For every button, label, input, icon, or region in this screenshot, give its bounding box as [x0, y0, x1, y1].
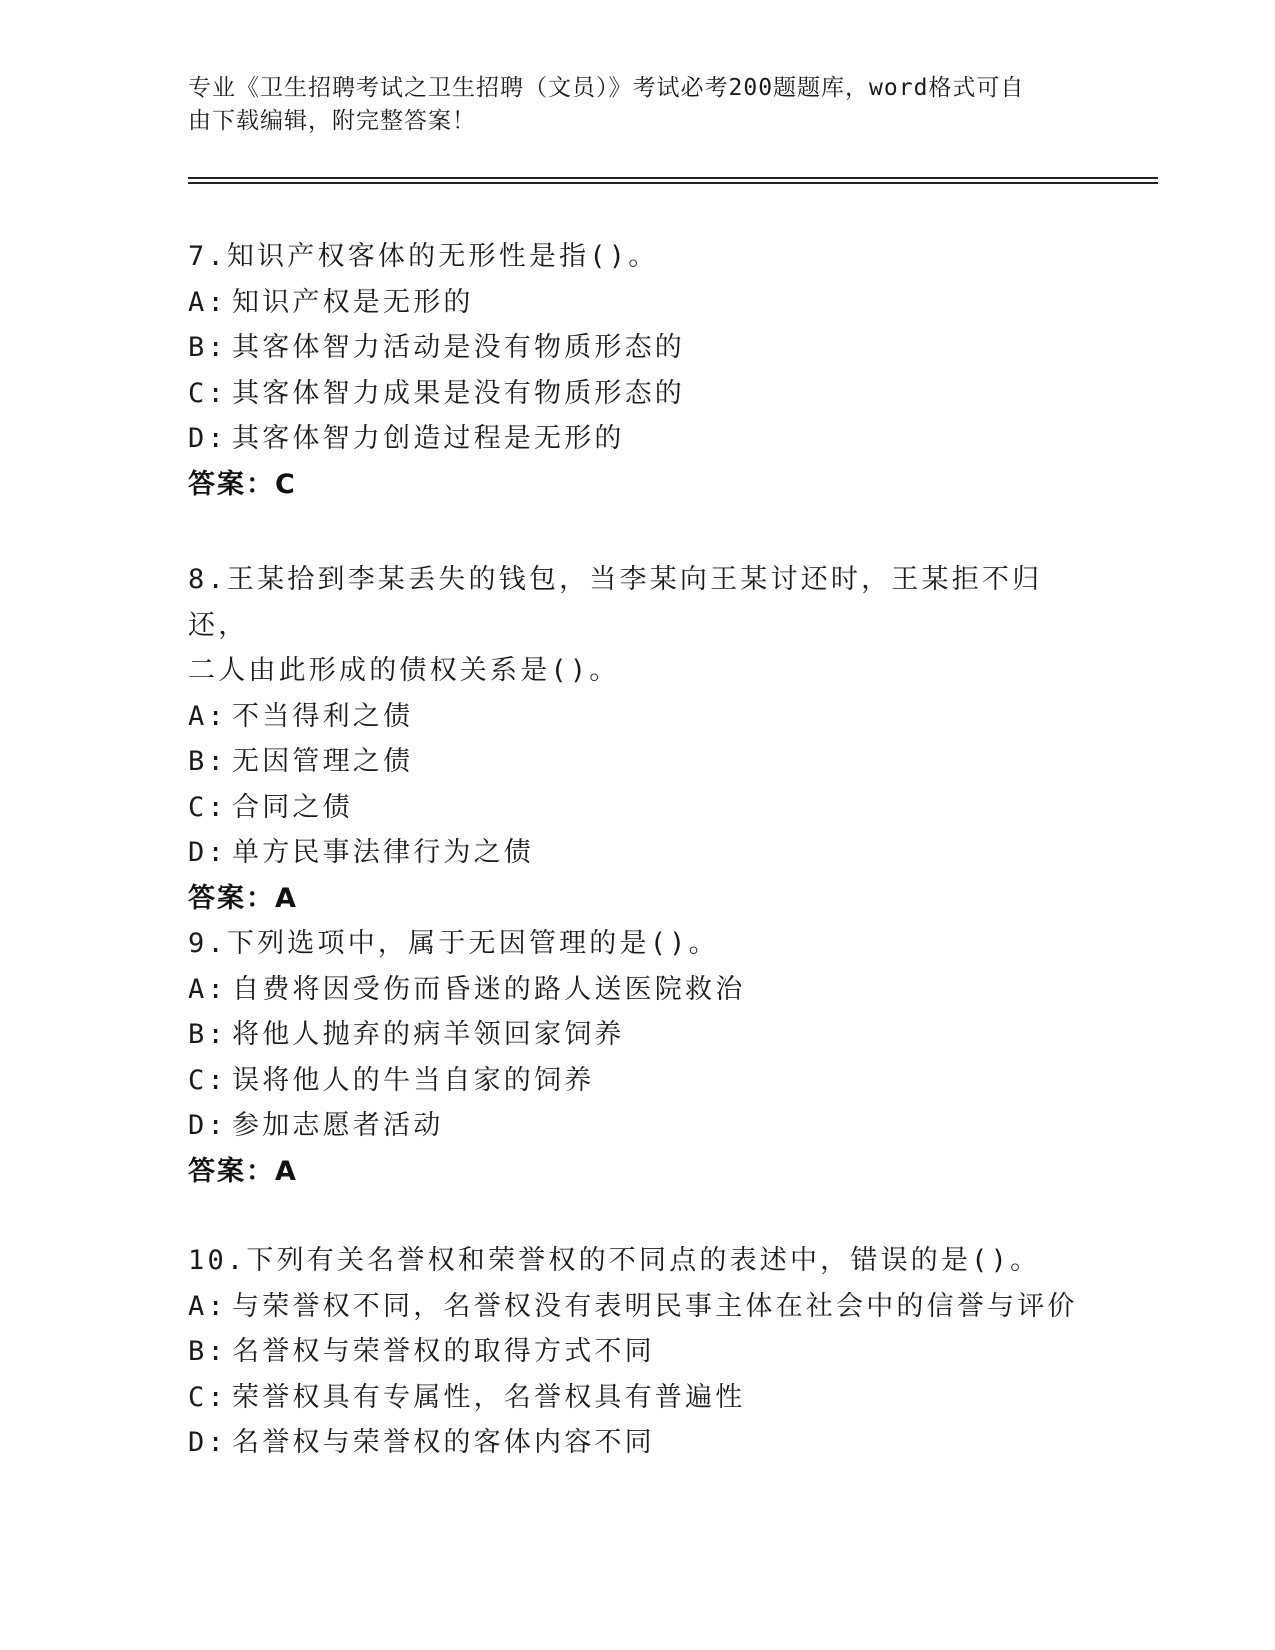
document-header: [188, 72, 1068, 138]
option-text: 不当得利之债: [232, 700, 414, 732]
option-key: D:: [188, 1110, 227, 1141]
option-b: [188, 1012, 1088, 1058]
answer-line: 答案：A: [188, 882, 298, 914]
option-d: [188, 830, 1088, 876]
option-a: [188, 967, 1088, 1013]
option-key: B:: [188, 1336, 227, 1367]
question-stem: 9.下列选项中，属于无因管理的是()。: [188, 928, 719, 959]
question-stem: 7.知识产权客体的无形性是指()。: [188, 241, 659, 272]
question-stem-line-1: 8.王某拾到李某丢失的钱包，当李某向王某讨还时，王某拒不归还，: [188, 564, 1043, 641]
option-text: 单方民事法律行为之债: [232, 837, 534, 868]
question-stem: 10.下列有关名誉权和荣誉权的不同点的表述中，错误的是()。: [188, 1245, 1041, 1276]
option-b: [188, 1329, 1088, 1375]
option-a: [188, 1284, 1088, 1330]
option-text: 名誉权与荣誉权的客体内容不同: [232, 1427, 655, 1458]
option-text: 其客体智力成果是没有物质形态的: [232, 377, 685, 409]
header-line-2: 由下载编辑，附完整答案！: [188, 108, 476, 134]
option-b: [188, 739, 1088, 785]
option-a: [188, 694, 1088, 740]
option-key: C:: [188, 1381, 227, 1413]
option-key: A:: [188, 1290, 227, 1322]
option-key: C:: [188, 791, 227, 823]
question-8: [188, 557, 1088, 921]
option-d: [188, 416, 1088, 462]
option-text: 合同之债: [232, 791, 353, 823]
option-text: 自费将因受伤而昏迷的路人送医院救治: [232, 973, 746, 1005]
option-c: [188, 785, 1088, 831]
answer-line: 答案：C: [188, 468, 297, 500]
question-9: [188, 921, 1088, 1194]
question-stem-line-2: 二人由此形成的债权关系是()。: [188, 655, 620, 686]
option-text: 与荣誉权不同，名誉权没有表明民事主体在社会中的信誉与评价: [232, 1290, 1078, 1322]
option-d: [188, 1103, 1088, 1149]
option-key: D:: [188, 837, 227, 868]
option-key: A:: [188, 286, 227, 318]
option-key: C:: [188, 1064, 227, 1096]
option-c: [188, 1058, 1088, 1104]
option-d: [188, 1420, 1088, 1466]
option-key: B:: [188, 332, 227, 363]
option-key: A:: [188, 700, 227, 732]
option-c: [188, 371, 1088, 417]
header-divider-top: [188, 177, 1158, 179]
question-10: [188, 1238, 1088, 1466]
option-text: 荣誉权具有专属性，名誉权具有普遍性: [232, 1381, 746, 1413]
option-text: 无因管理之债: [232, 746, 414, 777]
header-divider-bottom: [188, 182, 1158, 184]
option-key: D:: [188, 423, 227, 454]
option-text: 误将他人的牛当自家的饲养: [232, 1064, 595, 1096]
header-line-1: 专业《卫生招聘考试之卫生招聘（文员）》考试必考200题题库，word格式可自: [188, 75, 1025, 101]
option-text: 名誉权与荣誉权的取得方式不同: [232, 1336, 655, 1367]
option-key: D:: [188, 1427, 227, 1458]
option-key: C:: [188, 377, 227, 409]
option-text: 其客体智力活动是没有物质形态的: [232, 332, 685, 363]
option-key: B:: [188, 746, 227, 777]
option-a: [188, 280, 1088, 326]
option-key: A:: [188, 973, 227, 1005]
option-text: 参加志愿者活动: [232, 1110, 444, 1141]
option-text: 知识产权是无形的: [232, 286, 474, 318]
answer-line: 答案：A: [188, 1155, 298, 1187]
option-c: [188, 1375, 1088, 1421]
option-text: 其客体智力创造过程是无形的: [232, 423, 625, 454]
option-text: 将他人抛弃的病羊领回家饲养: [232, 1019, 625, 1050]
option-key: B:: [188, 1019, 227, 1050]
option-b: [188, 325, 1088, 371]
question-7: [188, 234, 1088, 507]
